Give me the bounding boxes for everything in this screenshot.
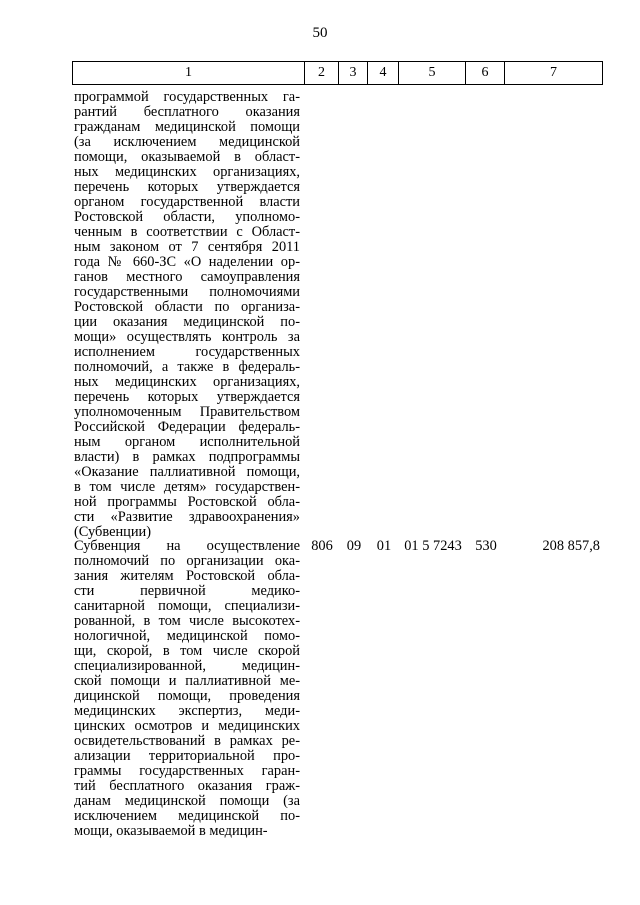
description-line: (Субвенции) bbox=[74, 524, 152, 540]
description-line: перечень которых утверждается bbox=[74, 179, 300, 195]
description-line: Российской Федерации федераль- bbox=[74, 419, 300, 435]
table-header bbox=[72, 61, 603, 85]
description-line: зания жителям Ростовской обла- bbox=[74, 568, 300, 584]
description-line: ным законом от 7 сентября 2011 bbox=[74, 239, 300, 255]
description-line: полномочий, а также в федераль- bbox=[74, 359, 300, 375]
description-line: данам медицинской помощи (за bbox=[74, 793, 300, 809]
description-line: ской помощи и паллиативной ме- bbox=[74, 673, 300, 689]
cell-col4: 01 bbox=[376, 538, 392, 554]
column-header-2: 2 bbox=[305, 62, 339, 85]
description-line: специализированной, медицин- bbox=[74, 658, 300, 674]
description-line: тий бесплатного оказания граж- bbox=[74, 778, 300, 794]
description-line: граммы государственных гаран- bbox=[74, 763, 300, 779]
description-line: органом государственной власти bbox=[74, 194, 300, 210]
description-line: года № 660-ЗС «О наделении ор- bbox=[74, 254, 300, 270]
cell-col2: 806 bbox=[311, 538, 333, 554]
description-line: перечень которых утверждается bbox=[74, 389, 300, 405]
description-line: (за исключением медицинской bbox=[74, 134, 300, 150]
description-line: рованной, в том числе высокотех- bbox=[74, 613, 300, 629]
description-line: в том числе детям» государствен- bbox=[74, 479, 300, 495]
description-line: медицинских экспертиз, меди- bbox=[74, 703, 300, 719]
cell-col3: 09 bbox=[346, 538, 362, 554]
description-line: санитарной помощи, специализи- bbox=[74, 598, 300, 614]
description-line: нологичной, медицинской помо- bbox=[74, 628, 300, 644]
description-line: ализации территориальной про- bbox=[74, 748, 300, 764]
description-line: уполномоченным Правительством bbox=[74, 404, 300, 420]
cell-col7: 208 857,8 bbox=[542, 538, 600, 554]
description-line: рантий бесплатного оказания bbox=[74, 104, 300, 120]
description-line: гражданам медицинской помощи bbox=[74, 119, 300, 135]
description-line: дицинской помощи, проведения bbox=[74, 688, 300, 704]
description-line: ных медицинских организациях, bbox=[74, 374, 300, 390]
column-header-3: 3 bbox=[339, 62, 368, 85]
description-line: Субвенция на осуществление bbox=[74, 538, 300, 554]
description-line: ной программы Ростовской обла- bbox=[74, 494, 300, 510]
description-line: освидетельствований в рамках ре- bbox=[74, 733, 300, 749]
description-line: программой государственных га- bbox=[74, 89, 300, 105]
cell-col5: 01 5 7243 bbox=[404, 538, 462, 554]
description-line: исключением медицинской по- bbox=[74, 808, 300, 824]
description-line: помощи, оказываемой в област- bbox=[74, 149, 300, 165]
description-line: государственными полномочиями bbox=[74, 284, 300, 300]
description-line: мощи, оказываемой в медицин- bbox=[74, 823, 268, 839]
description-line: Ростовской области по организа- bbox=[74, 299, 300, 315]
description-line: власти) в рамках подпрограммы bbox=[74, 449, 300, 465]
row-description bbox=[74, 90, 300, 540]
column-header-6: 6 bbox=[466, 62, 505, 85]
description-line: мощи» осуществлять контроль за bbox=[74, 329, 300, 345]
page-number: 50 bbox=[312, 25, 328, 41]
description-line: сти «Развитие здравоохранения» bbox=[74, 509, 300, 525]
cell-col6: 530 bbox=[475, 538, 497, 554]
description-line: ченным в соответствии с Област- bbox=[74, 224, 300, 240]
description-line: полномочий по организации ока- bbox=[74, 553, 300, 569]
row-description bbox=[74, 539, 300, 839]
column-header-5: 5 bbox=[399, 62, 466, 85]
description-line: ганов местного самоуправления bbox=[74, 269, 300, 285]
description-line: ным органом исполнительной bbox=[74, 434, 300, 450]
description-line: «Оказание паллиативной помощи, bbox=[74, 464, 300, 480]
column-header-4: 4 bbox=[368, 62, 399, 85]
column-header-7: 7 bbox=[505, 62, 603, 85]
description-line: цинских осмотров и медицинских bbox=[74, 718, 300, 734]
description-line: ции оказания медицинской по- bbox=[74, 314, 300, 330]
description-line: щи, скорой, в том числе скорой bbox=[74, 643, 300, 659]
description-line: исполнением государственных bbox=[74, 344, 300, 360]
description-line: сти первичной медико- bbox=[74, 583, 300, 599]
description-line: Ростовской области, уполномо- bbox=[74, 209, 300, 225]
column-header-1: 1 bbox=[73, 62, 305, 85]
description-line: ных медицинских организациях, bbox=[74, 164, 300, 180]
